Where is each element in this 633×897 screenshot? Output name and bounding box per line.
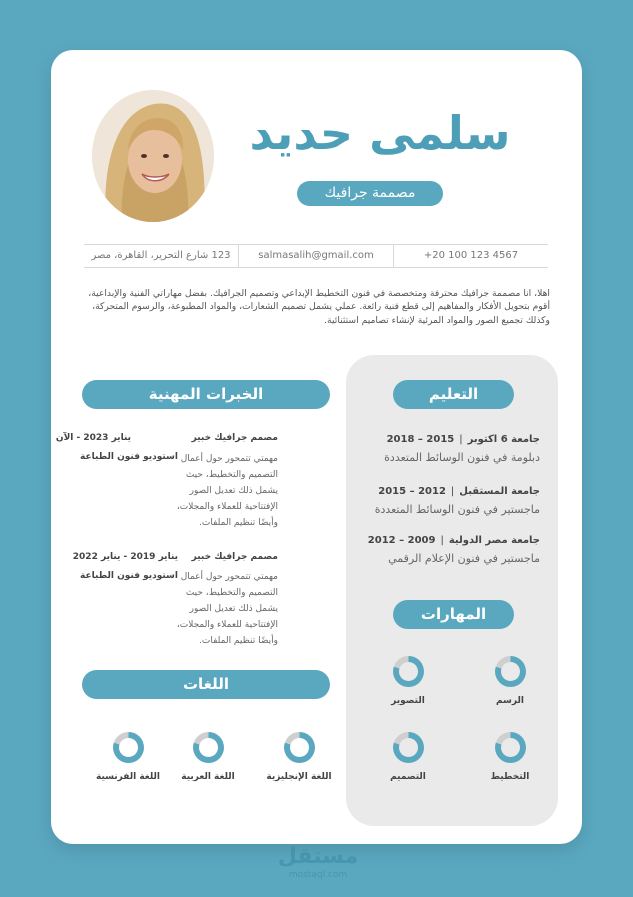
experience-company: استوديو فنون الطباعة: [80, 571, 178, 581]
education-years: 2012 – 2015: [378, 486, 446, 497]
skill-ring: [393, 656, 424, 687]
education-school: جامعة المستقبل: [459, 486, 540, 497]
contact-phone: +20 100 123 4567: [393, 245, 548, 267]
skill-item: [378, 732, 438, 782]
education-heading: التعليم: [393, 380, 514, 409]
portrait-illustration: [92, 90, 214, 222]
experience-description: مهمتي تتمحور حول أعمال التصميم والتخطيط، حيث يشمل ذلك تعديل الصور الإفتتاحية للعملاء والمجلات، وأيضًا تنظيم الملفات.: [176, 572, 278, 646]
language-item: [88, 732, 168, 782]
skills-heading: المهارات: [393, 600, 514, 629]
experience-heading: الخبرات المهنية: [82, 380, 330, 409]
watermark-url: mostaql.com: [288, 870, 348, 880]
language-item: [168, 732, 248, 782]
skill-ring: [495, 656, 526, 687]
skill-item: [480, 732, 540, 782]
experience-description: مهمتي تتمحور حول أعمال التصميم والتخطيط، حيث يشمل ذلك تعديل الصور الإفتتاحية للعملاء والمجلات، وأيضًا تنظيم الملفات.: [176, 454, 278, 528]
language-ring: [113, 732, 144, 763]
skill-item: [378, 656, 438, 706]
education-item: جامعة مصر الدولية|2009 – 2012: [367, 535, 540, 546]
education-degree: ماجستير في فنون الإعلام الرقمي: [388, 552, 540, 565]
watermark-logo: مستقل: [277, 844, 359, 869]
language-ring: [193, 732, 224, 763]
experience-date: يناير 2019 - يناير 2022: [72, 552, 178, 562]
experience-date: يناير 2023 - الآن: [55, 433, 131, 443]
profile-summary: اهلا، انا مصممة جرافيك محترفة ومتخصصة في فنون التخطيط الإبداعي وتصميم الجرافيك. بفضل مهاراتي الفنية والإبداعية، أقوم بتحويل الأفكار والمفاهيم إلى قطع فنية رائعة. عملي يشمل تصميم الشعارات، والمواد المطبوعة، والرسوم المتحركة، وكذلك تجميع الصور والمواد المرئية لإنشاء تصاميم استثنائية.: [88, 288, 550, 326]
education-school: جامعة مصر الدولية: [448, 535, 540, 546]
education-item: جامعة 6 اكتوبر|2015 – 2018: [386, 434, 540, 445]
experience-company: استوديو فنون الطباعة: [80, 452, 178, 462]
watermark: [268, 844, 368, 880]
skill-label: التصوير: [391, 696, 425, 706]
language-label: اللغة العربية: [181, 772, 235, 782]
language-ring: [284, 732, 315, 763]
education-years: 2009 – 2012: [367, 535, 436, 546]
skill-label: الرسم: [496, 696, 524, 706]
education-years: 2015 – 2018: [386, 434, 455, 445]
skill-label: التصميم: [390, 772, 426, 782]
contact-address: 123 شارع التحرير، القاهرة، مصر: [91, 250, 231, 261]
job-title-badge: مصممة جرافيك: [297, 181, 443, 206]
skill-item: [480, 656, 540, 706]
skill-label: التخطيط: [490, 772, 530, 782]
languages-heading: اللغات: [82, 670, 330, 699]
education-degree: دبلومة في فنون الوسائط المتعددة: [384, 451, 540, 464]
skill-ring: [393, 732, 424, 763]
experience-role: مصمم جرافيك خبير: [191, 433, 278, 443]
language-item: [254, 732, 344, 782]
contact-email: salmasalih@gmail.com: [238, 245, 393, 267]
language-label: اللغة الإنجليزية: [266, 772, 332, 782]
education-degree: ماجستير في فنون الوسائط المتعددة: [374, 503, 540, 516]
candidate-name: سلمى حديد: [249, 106, 511, 160]
contact-bar: [84, 244, 548, 268]
profile-photo: [92, 90, 214, 222]
language-label: اللغة الفرنسية: [95, 772, 161, 782]
education-school: جامعة 6 اكتوبر: [467, 434, 540, 445]
education-item: جامعة المستقبل|2012 – 2015: [378, 486, 540, 497]
experience-role: مصمم جرافيك خبير: [191, 552, 278, 562]
skill-ring: [495, 732, 526, 763]
